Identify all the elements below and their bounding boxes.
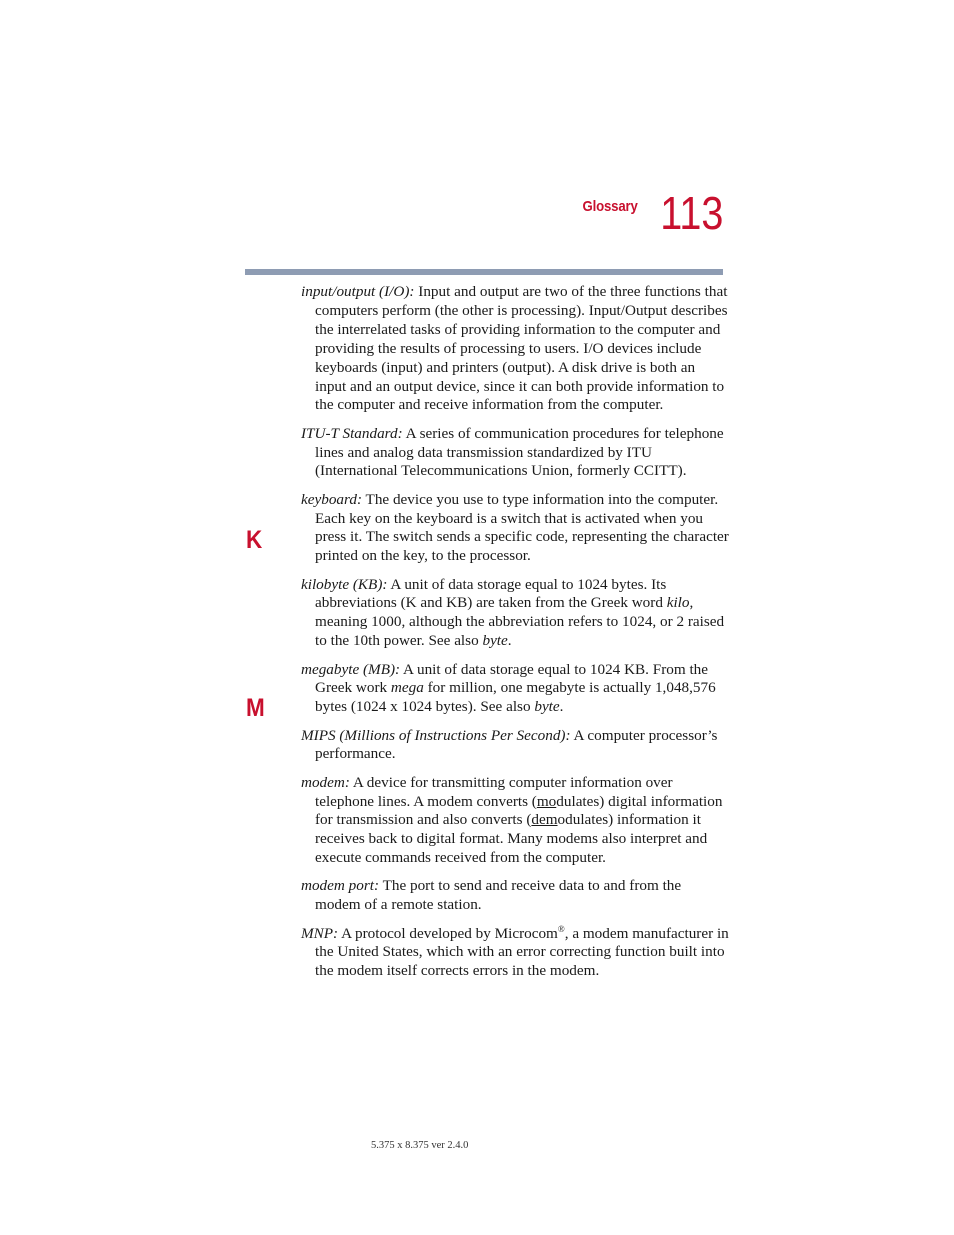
- running-header-section: Glossary: [582, 198, 638, 215]
- glossary-entries: [301, 283, 729, 991]
- entry-definition: .: [507, 632, 512, 650]
- entry-term: megabyte (MB):: [301, 660, 401, 678]
- glossary-entry-modem: [301, 774, 729, 869]
- entry-underlined: mo: [536, 792, 557, 810]
- glossary-entry-input-output: [301, 283, 729, 415]
- entry-term: kilobyte (KB):: [301, 575, 388, 593]
- entry-definition: odulates) information it receives back to digital format. Many modems also interpret and execute commands received from the computer.: [315, 811, 708, 867]
- letter-marker-k: K: [246, 526, 263, 554]
- header-rule: [245, 269, 723, 275]
- entry-term: modem port:: [301, 877, 380, 895]
- entry-definition: A computer processor’s performance.: [315, 726, 718, 763]
- entry-definition: A series of communication procedures for telephone lines and analog data transmission standardized by ITU (International Telecommunications Union, formerly CCITT).: [315, 424, 724, 480]
- entry-definition: for million, one megabyte is actually 1,048,576 bytes (1024 x 1024 bytes). See also: [315, 679, 716, 716]
- entry-term: MNP:: [301, 924, 339, 942]
- entry-definition: .: [559, 698, 564, 716]
- entry-term: input/output (I/O):: [301, 283, 415, 300]
- entry-term: keyboard:: [301, 490, 363, 508]
- glossary-entry-mnp: [301, 925, 729, 982]
- entry-definition: A unit of data storage equal to 1024 bytes. Its abbreviations (K and KB) are taken from the Greek word: [315, 575, 667, 612]
- glossary-entry-megabyte: [301, 661, 729, 718]
- entry-term: modem:: [301, 773, 350, 791]
- entry-definition: dulates) digital information for transmission and also converts (: [315, 792, 723, 829]
- page-number: 113: [659, 187, 723, 239]
- footer-version: 5.375 x 8.375 ver 2.4.0: [371, 1140, 469, 1151]
- registered-mark: ®: [557, 923, 565, 934]
- glossary-entry-keyboard: [301, 491, 729, 567]
- glossary-entry-modem-port: [301, 877, 729, 915]
- entry-term: MIPS (Millions of Instructions Per Second):: [301, 726, 571, 744]
- glossary-entry-mips: [301, 727, 729, 765]
- glossary-entry-itu-t: [301, 425, 729, 482]
- letter-marker-m: M: [246, 694, 265, 722]
- entry-definition: Input and output are two of the three functions that computers perform (the other is processing). Input/Output describes the interrelated tasks of providing information to the computer and providing the results of processing to users. I/O devices include keyboards (input) and printers (output). A disk drive is both an input and an output device, since it can both provide information to the computer and receive information from the computer.: [315, 283, 728, 414]
- glossary-entry-kilobyte: [301, 576, 729, 652]
- entry-crossref: byte: [534, 698, 560, 716]
- entry-term: ITU-T Standard:: [301, 424, 403, 442]
- entry-definition: The device you use to type information into the computer. Each key on the keyboard is a switch that is activated when you press it. The switch sends a specific code, representing the character printed on the key, to the processor.: [315, 490, 729, 565]
- entry-definition: , meaning 1000, although the abbreviation refers to 1024, or 2 raised to the 10th power. See also: [315, 594, 725, 650]
- entry-definition: , a modem manufacturer in the United States, which with an error correcting function built into the modem itself corrects errors in the modem.: [315, 924, 729, 980]
- entry-crossref: byte: [482, 632, 508, 650]
- entry-italic-word: mega: [390, 679, 424, 697]
- entry-definition: A device for transmitting computer information over telephone lines. A modem converts (: [315, 773, 673, 810]
- entry-definition: The port to send and receive data to and from the modem of a remote station.: [315, 877, 682, 914]
- entry-definition: A protocol developed by Microcom: [338, 924, 558, 942]
- entry-underlined: dem: [531, 811, 558, 829]
- entry-italic-word: kilo: [666, 594, 690, 612]
- entry-definition: A unit of data storage equal to 1024 KB. From the Greek work: [315, 660, 709, 697]
